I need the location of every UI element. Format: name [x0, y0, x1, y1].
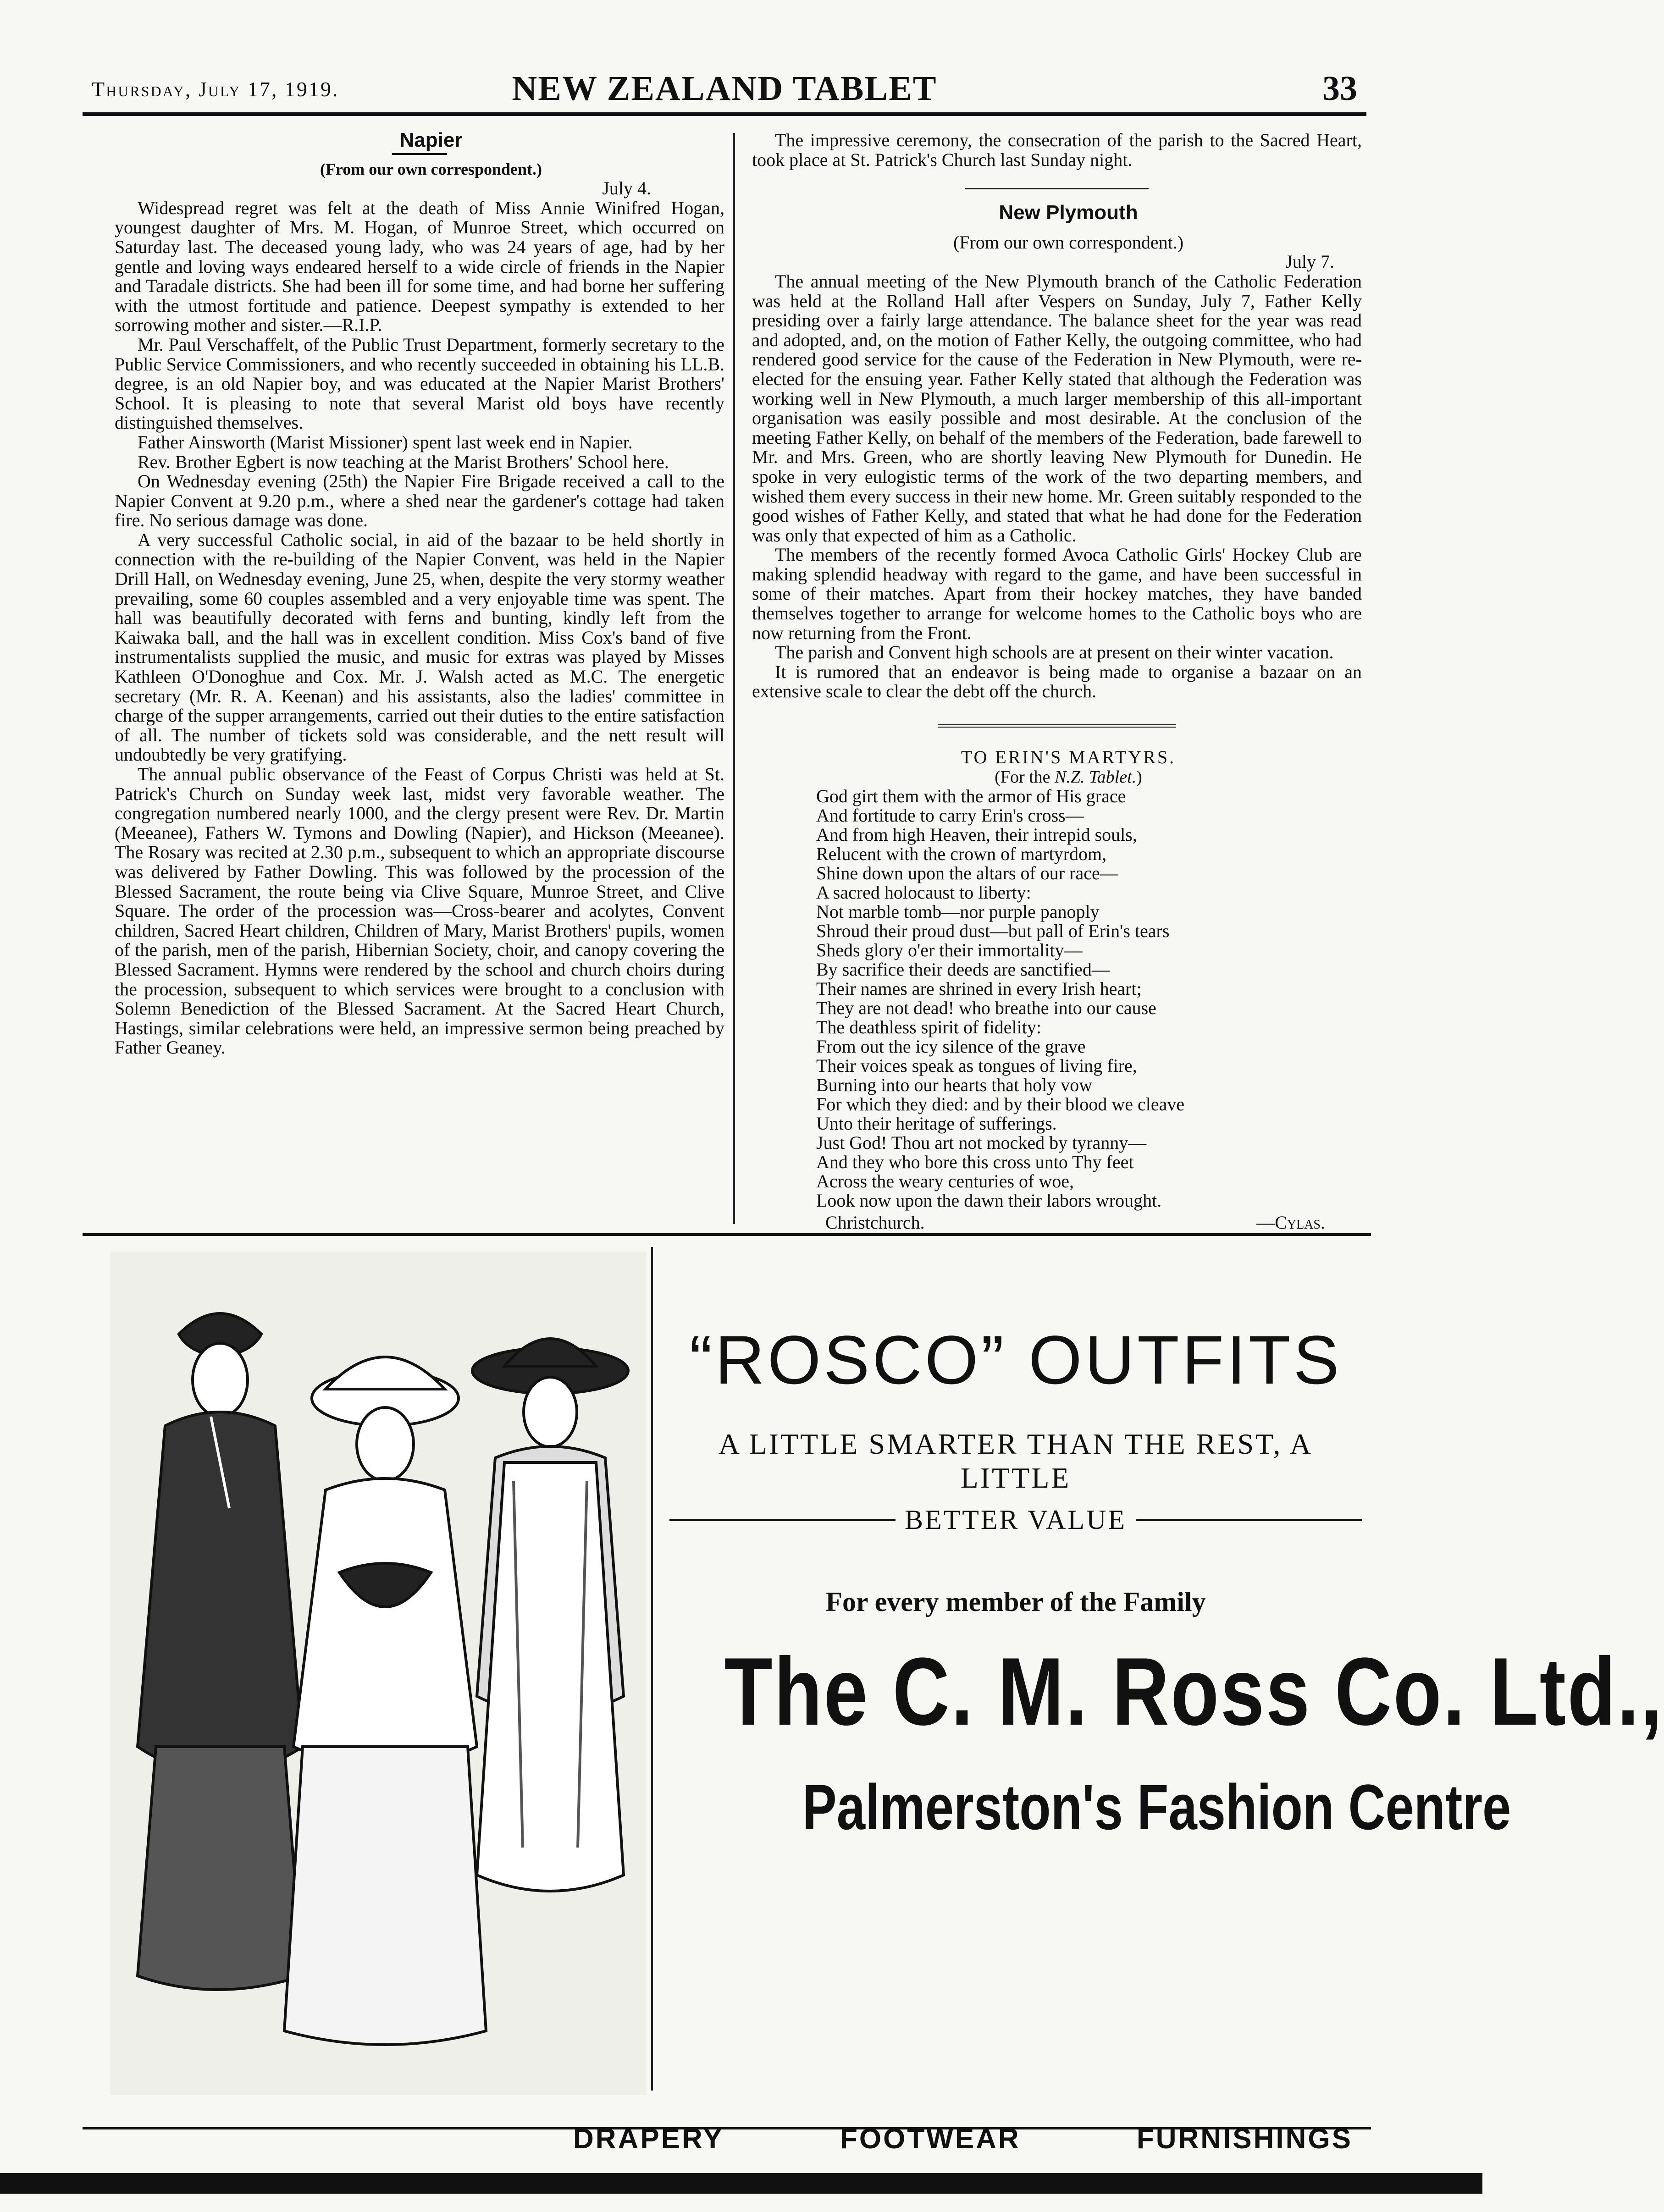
ad-brand: “ROSCO” OUTFITS [689, 1321, 1342, 1398]
napier-paragraph: The annual public observance of the Feast of Corpus Christi was held at St. Patrick's Church on Sunday week last, midst very favorable weather. The congregation numbered nearly 1000, and the clergy present were Rev. Dr. Martin (Meeanee), Fathers W. Tymons and Dowling (Napier), and Hickson (Meeanee). The Rosary was recited at 2.30 p.m., subsequent to which an appropriate discourse was delivered by Father Dowling. This was followed by the procession of the Blessed Sacrament, the route being via Clive Square, Munroe Street, and Clive Square. The order of the procession was—Cross-bearer and acolytes, Convent children, Sacred Heart children, Children of Mary, Marist Brothers' pupils, women of the parish, men of the parish, Hibernian Society, choir, and canopy covering the Blessed Sacrament. Hymns were rendered by the school and church choirs during the procession, subsequent to which services were brought to a conclusion with Solemn Benediction of the Blessed Sacrament. At the Sacred Heart Church, Hastings, similar celebrations were held, an impressive sermon being preached by Father Geaney. [115, 764, 724, 1058]
ad-tagline-value: BETTER VALUE [660, 1504, 1371, 1536]
column-divider [733, 133, 735, 1224]
poem-title: TO ERIN'S MARTYRS. [961, 747, 1176, 768]
poem-dedication-suffix: ) [1136, 767, 1142, 787]
poem-line: Relucent with the crown of martyrdom, [816, 844, 1107, 865]
poem-separator [938, 724, 1176, 729]
poem-dedication-prefix: (For the [995, 767, 1055, 787]
ad-company-name: The C. M. Ross Co. Ltd., [724, 1638, 1664, 1745]
ad-department: FURNISHINGS [1136, 2123, 1353, 2155]
napier-paragraph: Rev. Brother Egbert is now teaching at the Marist Brothers' School here. [138, 451, 669, 472]
napier-paragraph: Widespread regret was felt at the death of Miss Annie Winifred Hogan, youngest daughter of Mrs. M. Hogan, of Munroe Street, which occurred on Saturday last. The deceased young lady, who was 24 years of age, had by her gentle and loving ways endeared herself to a wide circle of friends in the Napier and Taradale districts. She had been ill for some time, and had borne her suffering with the utmost fortitude and patience. Deepest sympathy is extended to her sorrowing mother and sister.—R.I.P. [115, 197, 724, 336]
header-rule [83, 112, 1366, 116]
napier-paragraph: On Wednesday evening (25th) the Napier Fire Brigade received a call to the Napier Convent at 9.20 p.m., where a shed near the gardener's cottage had taken fire. No serious damage was done. [115, 471, 724, 531]
new-plymouth-byline: (From our own correspondent.) [953, 232, 1184, 253]
publication-title: NEW ZEALAND TABLET [512, 69, 937, 108]
ad-top-rule [83, 1233, 1371, 1236]
poem-line: From out the icy silence of the grave [816, 1036, 1086, 1057]
poem-line: Their voices speak as tongues of living fire, [816, 1055, 1137, 1076]
new-plymouth-paragraph: The members of the recently formed Avoca Catholic Girls' Hockey Club are making splendid headway with regard to the game, and have been successful in some of their matches. Apart from their hockey matches, they have banded themselves together to arrange for welcome homes to the Catholic boys who are now returning from the Front. [752, 544, 1362, 643]
new-plymouth-paragraph: It is rumored that an endeavor is being made to organise a bazaar on an extensive scale to clear the debt off the church. [752, 661, 1362, 702]
poem-line: Sheds glory o'er their immortality— [816, 940, 1083, 961]
napier-continued: The impressive ceremony, the consecration of the parish to the Sacred Heart, took place at St. Patrick's Church last Sunday night. [752, 130, 1362, 170]
poem-line: Unto their heritage of sufferings. [816, 1113, 1057, 1134]
poem-line: Not marble tomb—nor purple panoply [816, 901, 1100, 922]
new-plymouth-title: New Plymouth [999, 201, 1138, 224]
new-plymouth-date: July 7. [1285, 251, 1334, 272]
poem-line: And fortitude to carry Erin's cross— [816, 805, 1084, 826]
poem-line: God girt them with the armor of His grace [816, 786, 1126, 807]
poem-line: Burning into our hearts that holy vow [816, 1075, 1093, 1096]
ad-slogan: Palmerston's Fashion Centre [802, 1771, 1511, 1843]
ad-copy [660, 1238, 1664, 1844]
poem-line: Their names are shrined in every Irish heart; [816, 978, 1142, 999]
poem-line: For which they died: and by their blood we cleave [816, 1094, 1185, 1115]
ad-divider [651, 1247, 653, 2091]
fashion-illustration [110, 1252, 647, 2095]
section-rule [965, 188, 1149, 189]
poem-line: By sacrifice their deeds are sanctified— [816, 959, 1110, 980]
header-date: Thursday, July 17, 1919. [92, 77, 339, 101]
poem-dedication [752, 767, 1362, 787]
poem-line: They are not dead! who breathe into our cause [816, 998, 1156, 1019]
page-header [83, 69, 1366, 112]
new-plymouth-paragraph: The parish and Convent high schools are at present on their winter vacation. [775, 642, 1334, 663]
page-bottom-bar [0, 2173, 1482, 2194]
left-column [115, 131, 724, 1058]
title-rule [392, 153, 447, 155]
poem-line: Across the weary centuries of woe, [816, 1171, 1074, 1192]
poem-signature: —Cylas. [1256, 1212, 1325, 1233]
right-column [752, 131, 1362, 1233]
poem-line: A sacred holocaust to liberty: [816, 882, 1031, 903]
new-plymouth-paragraph: The annual meeting of the New Plymouth branch of the Catholic Federation was held at the Rolland Hall after Vespers on Sunday, July 7, Father Kelly presiding over a fairly large attendance. The balance sheet for the year was read and adopted, and, on the motion of Father Kelly, the outgoing committee, who had rendered good service for the cause of the Federation in New Plymouth, were re-elected for the ensuing year. Father Kelly stated that although the Federation was working well in New Plymouth, a much larger membership of this all-important organisation was easily possible and most desirable. At the conclusion of the meeting Father Kelly, on behalf of the members of the Federation, bade farewell to Mr. and Mrs. Green, who are shortly leaving New Plymouth for Dunedin. He spoke in very eulogistic terms of the work of the two departing members, and wished them every success in their new home. Mr. Green suitably responded to the good wishes of Father Kelly, and stated that what he had done for the Federation was only that expected of him as a Catholic. [752, 270, 1362, 546]
poem-line: And they who bore this cross unto Thy feet [816, 1152, 1134, 1173]
ad-tagline: A LITTLE SMARTER THAN THE REST, A LITTLE [718, 1428, 1313, 1494]
poem-line: Look now upon the dawn their labors wrought. [816, 1190, 1162, 1211]
poem-footer [825, 1213, 1325, 1233]
poem-place: Christchurch. [825, 1212, 925, 1233]
napier-paragraph: A very successful Catholic social, in aid of the bazaar to be held shortly in connection with the re-building of the Napier Convent, was held in the Napier Drill Hall, on Wednesday evening, June 25, when, despite the very stormy weather prevailing, some 60 couples assembled and a very enjoyable time was spent. The hall was beautifully decorated with ferns and bunting, kindly left from the Kaiwaka ball, and the hall was in excellent condition. Miss Cox's band of five instrumentalists supplied the music, and music for extras was played by Misses Kathleen O'Donoghue and Cox. Mr. J. Walsh acted as M.C. The energetic secretary (Mr. R. A. Keenan) and his assistants, also the ladies' committee in charge of the supper arrangements, carried out their duties to the entire satisfaction of all. The number of tickets sold was considerable, and the nett result will undoubtedly be very gratifying. [115, 529, 724, 765]
three-women-illustration [110, 1252, 647, 2095]
ad-department: FOOTWEAR [840, 2123, 1021, 2155]
ad-family-line: For every member of the Family [825, 1587, 1206, 1617]
page-number: 33 [1322, 69, 1357, 108]
napier-paragraph: Mr. Paul Verschaffelt, of the Public Trust Department, formerly secretary to the Public Service Commissioners, and who recently succeeded in obtaining his LL.B. degree, is an old Napier boy, and was educated at the Napier Marist Brothers' School. It is pleasing to note that several Marist old boys have recently distinguished themselves. [115, 334, 724, 433]
poem-line: Just God! Thou art not mocked by tyranny— [816, 1132, 1147, 1153]
poem-line: Shroud their proud dust—but pall of Erin's tears [816, 921, 1170, 942]
napier-paragraph: Father Ainsworth (Marist Missioner) spent last week end in Napier. [138, 431, 633, 452]
poem-dedication-publication: N.Z. Tablet. [1055, 767, 1137, 787]
poem-line: Shine down upon the altars of our race— [816, 863, 1118, 884]
rosco-advertisement [83, 1238, 1664, 2100]
napier-title: Napier [399, 129, 463, 151]
ad-departments [573, 2123, 1353, 2155]
poem-line: And from high Heaven, their intrepid souls, [816, 824, 1137, 845]
napier-date: July 4. [602, 178, 651, 199]
napier-byline: (From our own correspondent.) [320, 160, 542, 178]
poem-line: The deathless spirit of fidelity: [816, 1017, 1041, 1038]
poem-body [816, 787, 1362, 1210]
ad-department: DRAPERY [573, 2123, 724, 2155]
